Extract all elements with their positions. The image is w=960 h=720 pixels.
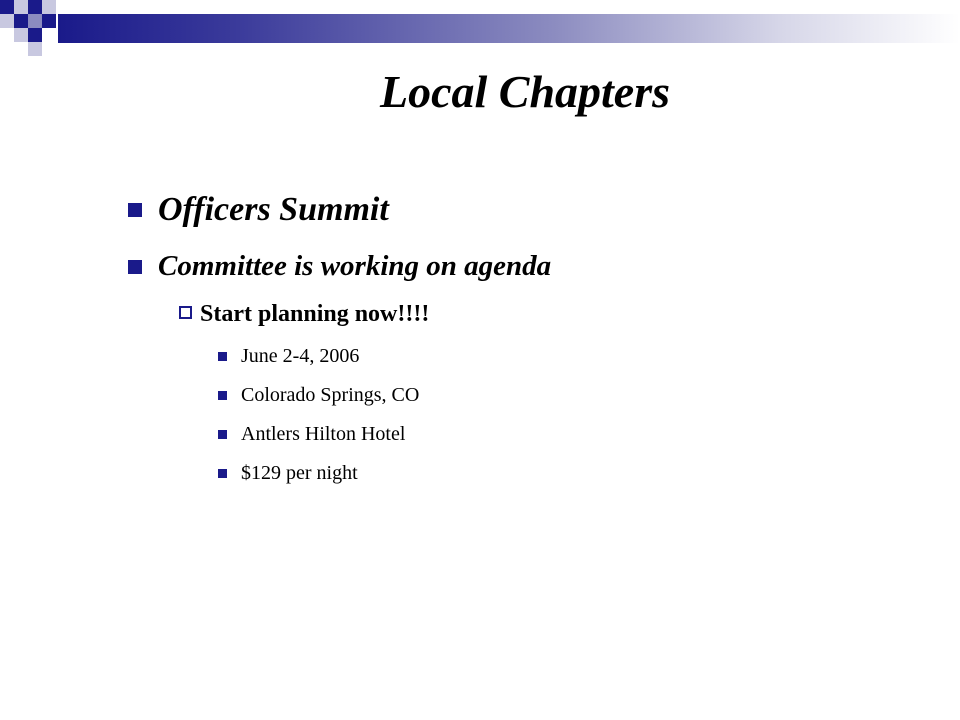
slide-title: Local Chapters	[379, 66, 671, 117]
bullet-item: June 2-4, 2006	[241, 345, 360, 367]
small-filled-square-bullet-icon	[218, 469, 227, 478]
hollow-square-bullet-icon	[179, 306, 192, 319]
bullet-item: $129 per night	[241, 462, 358, 484]
small-filled-square-bullet-icon	[218, 352, 227, 361]
bullet-item: Committee is working on agenda	[158, 250, 552, 282]
small-filled-square-bullet-icon	[218, 391, 227, 400]
bullet-item: Antlers Hilton Hotel	[241, 423, 406, 445]
bullet-item: Officers Summit	[158, 191, 389, 228]
bullet-item: Start planning now!!!!	[200, 301, 430, 327]
filled-square-bullet-icon	[128, 260, 142, 274]
filled-square-bullet-icon	[128, 203, 142, 217]
bullet-item: Colorado Springs, CO	[241, 384, 420, 406]
small-filled-square-bullet-icon	[218, 430, 227, 439]
